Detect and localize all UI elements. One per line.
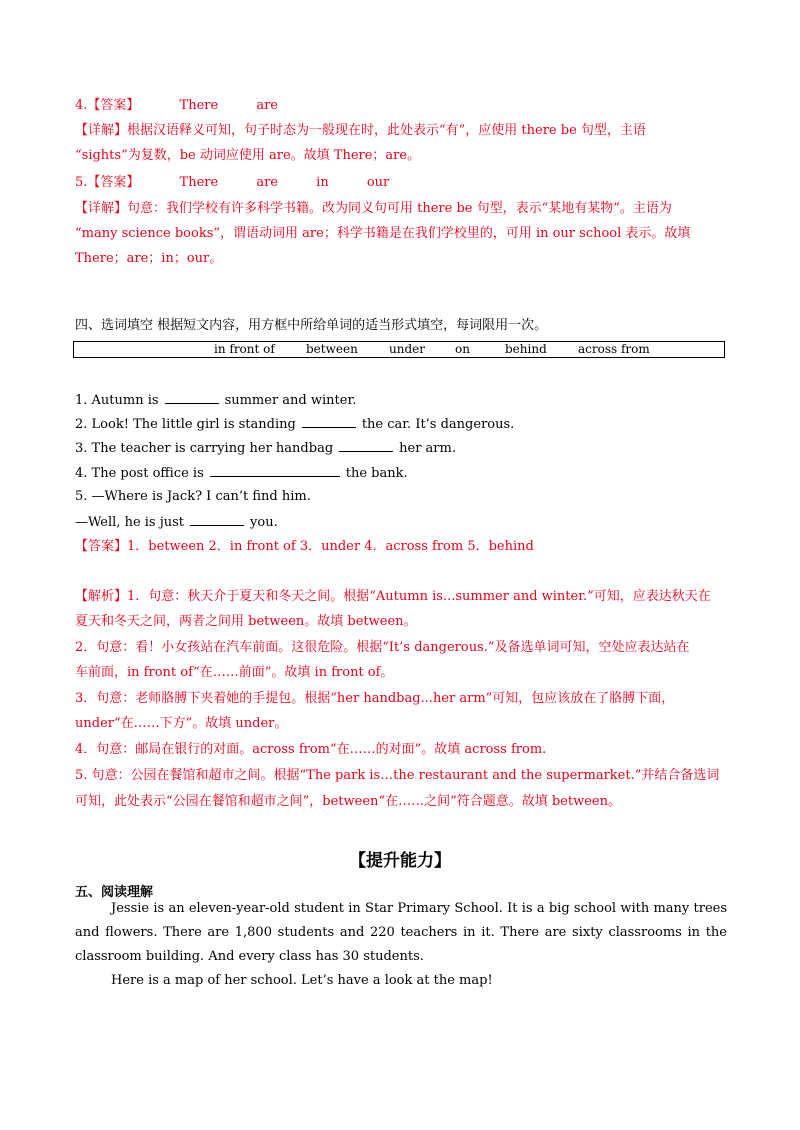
word-box-item: on bbox=[455, 342, 470, 356]
answer-5-detail-1: 【详解】句意：我们学校有许多科学书籍。改为同义句可用 there be 句型，表示“某地有某物”。主语为 bbox=[75, 201, 672, 216]
explanation-4-line-1: 4．句意：邮局在银行的对面。across from“在……的对面”。故填 across from. bbox=[75, 742, 547, 757]
answer-4-detail-2: “sights”为复数，be 动词应使用 are。故填 There；are。 bbox=[75, 148, 421, 163]
question-5-text-end: you. bbox=[250, 515, 278, 530]
explanation-5-line-2: 可知，此处表示“公园在餐馆和超市之间”，between“在……之间”符合题意。故填 between。 bbox=[75, 794, 621, 809]
answer-blank[interactable] bbox=[302, 415, 356, 428]
answer-5-word-2: are bbox=[256, 175, 279, 190]
answer-4-detail-1: 【详解】根据汉语释义可知，句子时态为一般现在时，此处表示“有”，应使用 there be 句型，主语 bbox=[75, 123, 646, 138]
question-5-line-1: 5. —Where is Jack? I can’t find him. bbox=[75, 489, 311, 504]
question-4-text: 4. The post office is bbox=[75, 466, 204, 481]
question-3-text: 3. The teacher is carrying her handbag bbox=[75, 441, 334, 456]
question-4 bbox=[75, 464, 408, 483]
answer-blank[interactable] bbox=[190, 513, 244, 526]
reading-paragraph-2: Here is a map of her school. Let’s have a look at the map! bbox=[111, 973, 493, 988]
word-box-item: across from bbox=[578, 342, 650, 356]
answer-4-word-1: There bbox=[179, 98, 219, 113]
explanation-1-line-2: 夏天和冬天之间，两者之间用 between。故填 between。 bbox=[75, 614, 417, 629]
answer-5-detail-2: “many science books”，谓语动词用 are；科学书籍是在我们学校里的，可用 in our school 表示。故填 bbox=[75, 226, 691, 241]
section-heading: 【提升能力】 bbox=[349, 851, 451, 871]
question-2-text-end: the car. It’s dangerous. bbox=[361, 417, 515, 432]
answer-blank[interactable] bbox=[339, 439, 393, 452]
question-5-text: —Well, he is just bbox=[75, 515, 185, 530]
answer-4-line bbox=[75, 97, 278, 115]
answer-4-word-2: are bbox=[256, 98, 279, 113]
question-2 bbox=[75, 415, 514, 434]
word-box-item: behind bbox=[505, 342, 547, 356]
answer-5-word-3: in bbox=[316, 175, 329, 190]
answer-5-word-4: our bbox=[366, 175, 390, 190]
explanation-2-line-2: 车前面，in front of“在……前面”。故填 in front of。 bbox=[75, 665, 394, 680]
reading-paragraph-1: Jessie is an eleven-year-old student in Star Primary School. It is a big school with many trees and flowers. There are 1,800 students and 220 teachers in it. There are sixty classrooms in the classroom building. And every class has 30 students. bbox=[75, 901, 727, 964]
answer-5-line bbox=[75, 174, 389, 192]
question-4-text-end: the bank. bbox=[345, 466, 408, 481]
answer-5-label: 5.【答案】 bbox=[75, 175, 140, 190]
question-2-text: 2. Look! The little girl is standing bbox=[75, 417, 296, 432]
explanation-2-line-1: 2．句意：看！小女孩站在汽车前面。这很危险。根据“It’s dangerous.”及备选单词可知，空处应表达站在 bbox=[75, 640, 690, 655]
explanation-3-line-2: under“在……下方”。故填 under。 bbox=[75, 716, 288, 731]
word-box bbox=[73, 341, 725, 358]
word-box-item: under bbox=[389, 342, 425, 356]
explanation-3-line-1: 3．句意：老师胳膊下夹着她的手提包。根据“her handbag...her arm”可知，包应该放在了胳膊下面， bbox=[75, 691, 675, 706]
question-1-text-end: summer and winter. bbox=[224, 393, 357, 408]
answer-4-label: 4.【答案】 bbox=[75, 98, 140, 113]
question-5-line-2 bbox=[75, 513, 278, 532]
section-4-answers: 【答案】1．between 2．in front of 3．under 4．across from 5．behind bbox=[75, 539, 534, 554]
question-1-text: 1. Autumn is bbox=[75, 393, 159, 408]
answer-5-detail-3: There；are；in；our。 bbox=[75, 251, 223, 266]
word-box-item: in front of bbox=[214, 342, 275, 356]
answer-blank[interactable] bbox=[210, 464, 340, 477]
explanation-1-line-1: 【解析】1．句意：秋天介于夏天和冬天之间。根据“Autumn is...summer and winter.”可知，应表达秋天在 bbox=[75, 589, 711, 604]
question-1 bbox=[75, 391, 356, 410]
question-3-text-end: her arm. bbox=[399, 441, 456, 456]
answer-5-word-1: There bbox=[179, 175, 219, 190]
word-box-item: between bbox=[306, 342, 358, 356]
answer-blank[interactable] bbox=[165, 391, 219, 404]
section-4-title: 四、选词填空 根据短文内容，用方框中所给单词的适当形式填空，每词限用一次。 bbox=[75, 318, 548, 333]
explanation-5-line-1: 5. 句意：公园在餐馆和超市之间。根据“The park is…the restaurant and the supermarket.”并结合备选词 bbox=[75, 768, 720, 783]
question-3 bbox=[75, 439, 456, 458]
section-5-title: 五、阅读理解 bbox=[75, 885, 154, 900]
